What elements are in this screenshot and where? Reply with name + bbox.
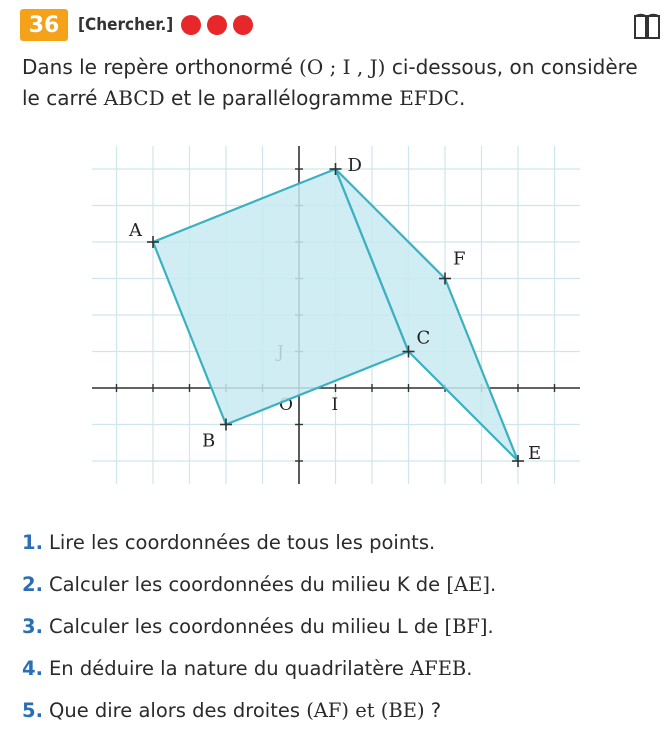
exercise-header — [20, 8, 253, 42]
question-punctuation: . — [489, 573, 497, 596]
exercise-number: 36 — [20, 9, 68, 41]
question-punctuation: . — [466, 657, 473, 680]
question-math: AFEB — [410, 657, 467, 680]
question-punctuation: . — [487, 615, 494, 638]
point-label-B: B — [202, 430, 216, 452]
question-text: En déduire la nature du quadrilatère — [48, 657, 411, 680]
question-number: 1. — [22, 531, 43, 554]
point-label-D: D — [347, 155, 362, 176]
question-item — [22, 522, 652, 564]
questions-list — [22, 522, 652, 732]
problem-statement — [22, 52, 652, 114]
difficulty-dot — [181, 15, 201, 35]
difficulty-indicator — [181, 15, 253, 35]
point-label-A: A — [129, 220, 142, 241]
square-name: ABCD — [103, 86, 165, 110]
origin-label: O — [279, 395, 293, 415]
point-label-C: C — [416, 327, 431, 349]
question-number: 2. — [22, 573, 43, 596]
coordinate-figure — [80, 140, 590, 490]
question-item — [22, 648, 652, 690]
difficulty-dot — [233, 15, 253, 35]
question-item — [22, 690, 652, 732]
unit-x-label: I — [331, 395, 339, 415]
question-text: Que dire alors des droites — [48, 699, 307, 722]
question-punctuation: ? — [424, 699, 442, 722]
question-number: 4. — [22, 657, 43, 680]
question-math: (AF) et (BE) — [306, 699, 425, 722]
question-item — [22, 564, 652, 606]
parallelogram-name: EFDC — [399, 86, 460, 110]
question-math: [BF] — [444, 615, 488, 638]
question-number: 3. — [22, 615, 43, 638]
frame-notation: (O ; I , J) — [299, 55, 386, 79]
difficulty-dot — [207, 15, 227, 35]
notebook-icon — [632, 12, 662, 40]
point-label-F: F — [453, 248, 466, 270]
question-text: Calculer les coordonnées du milieu L de — [48, 615, 445, 638]
question-text: Calculer les coordonnées du milieu K de — [48, 573, 447, 596]
point-label-E: E — [528, 443, 542, 464]
intro-text: et le parallélogramme — [164, 86, 400, 110]
question-math: [AE] — [446, 573, 490, 596]
intro-text: . — [459, 86, 466, 110]
exercise-tag: [Chercher.] — [78, 15, 174, 35]
intro-text: ci-dessous, on considère le carré — [22, 55, 638, 110]
question-item — [22, 606, 652, 648]
question-text: Lire les coordonnées de tous les points. — [48, 531, 436, 554]
question-number: 5. — [22, 699, 43, 722]
intro-text: Dans le repère orthonormé — [22, 55, 300, 79]
